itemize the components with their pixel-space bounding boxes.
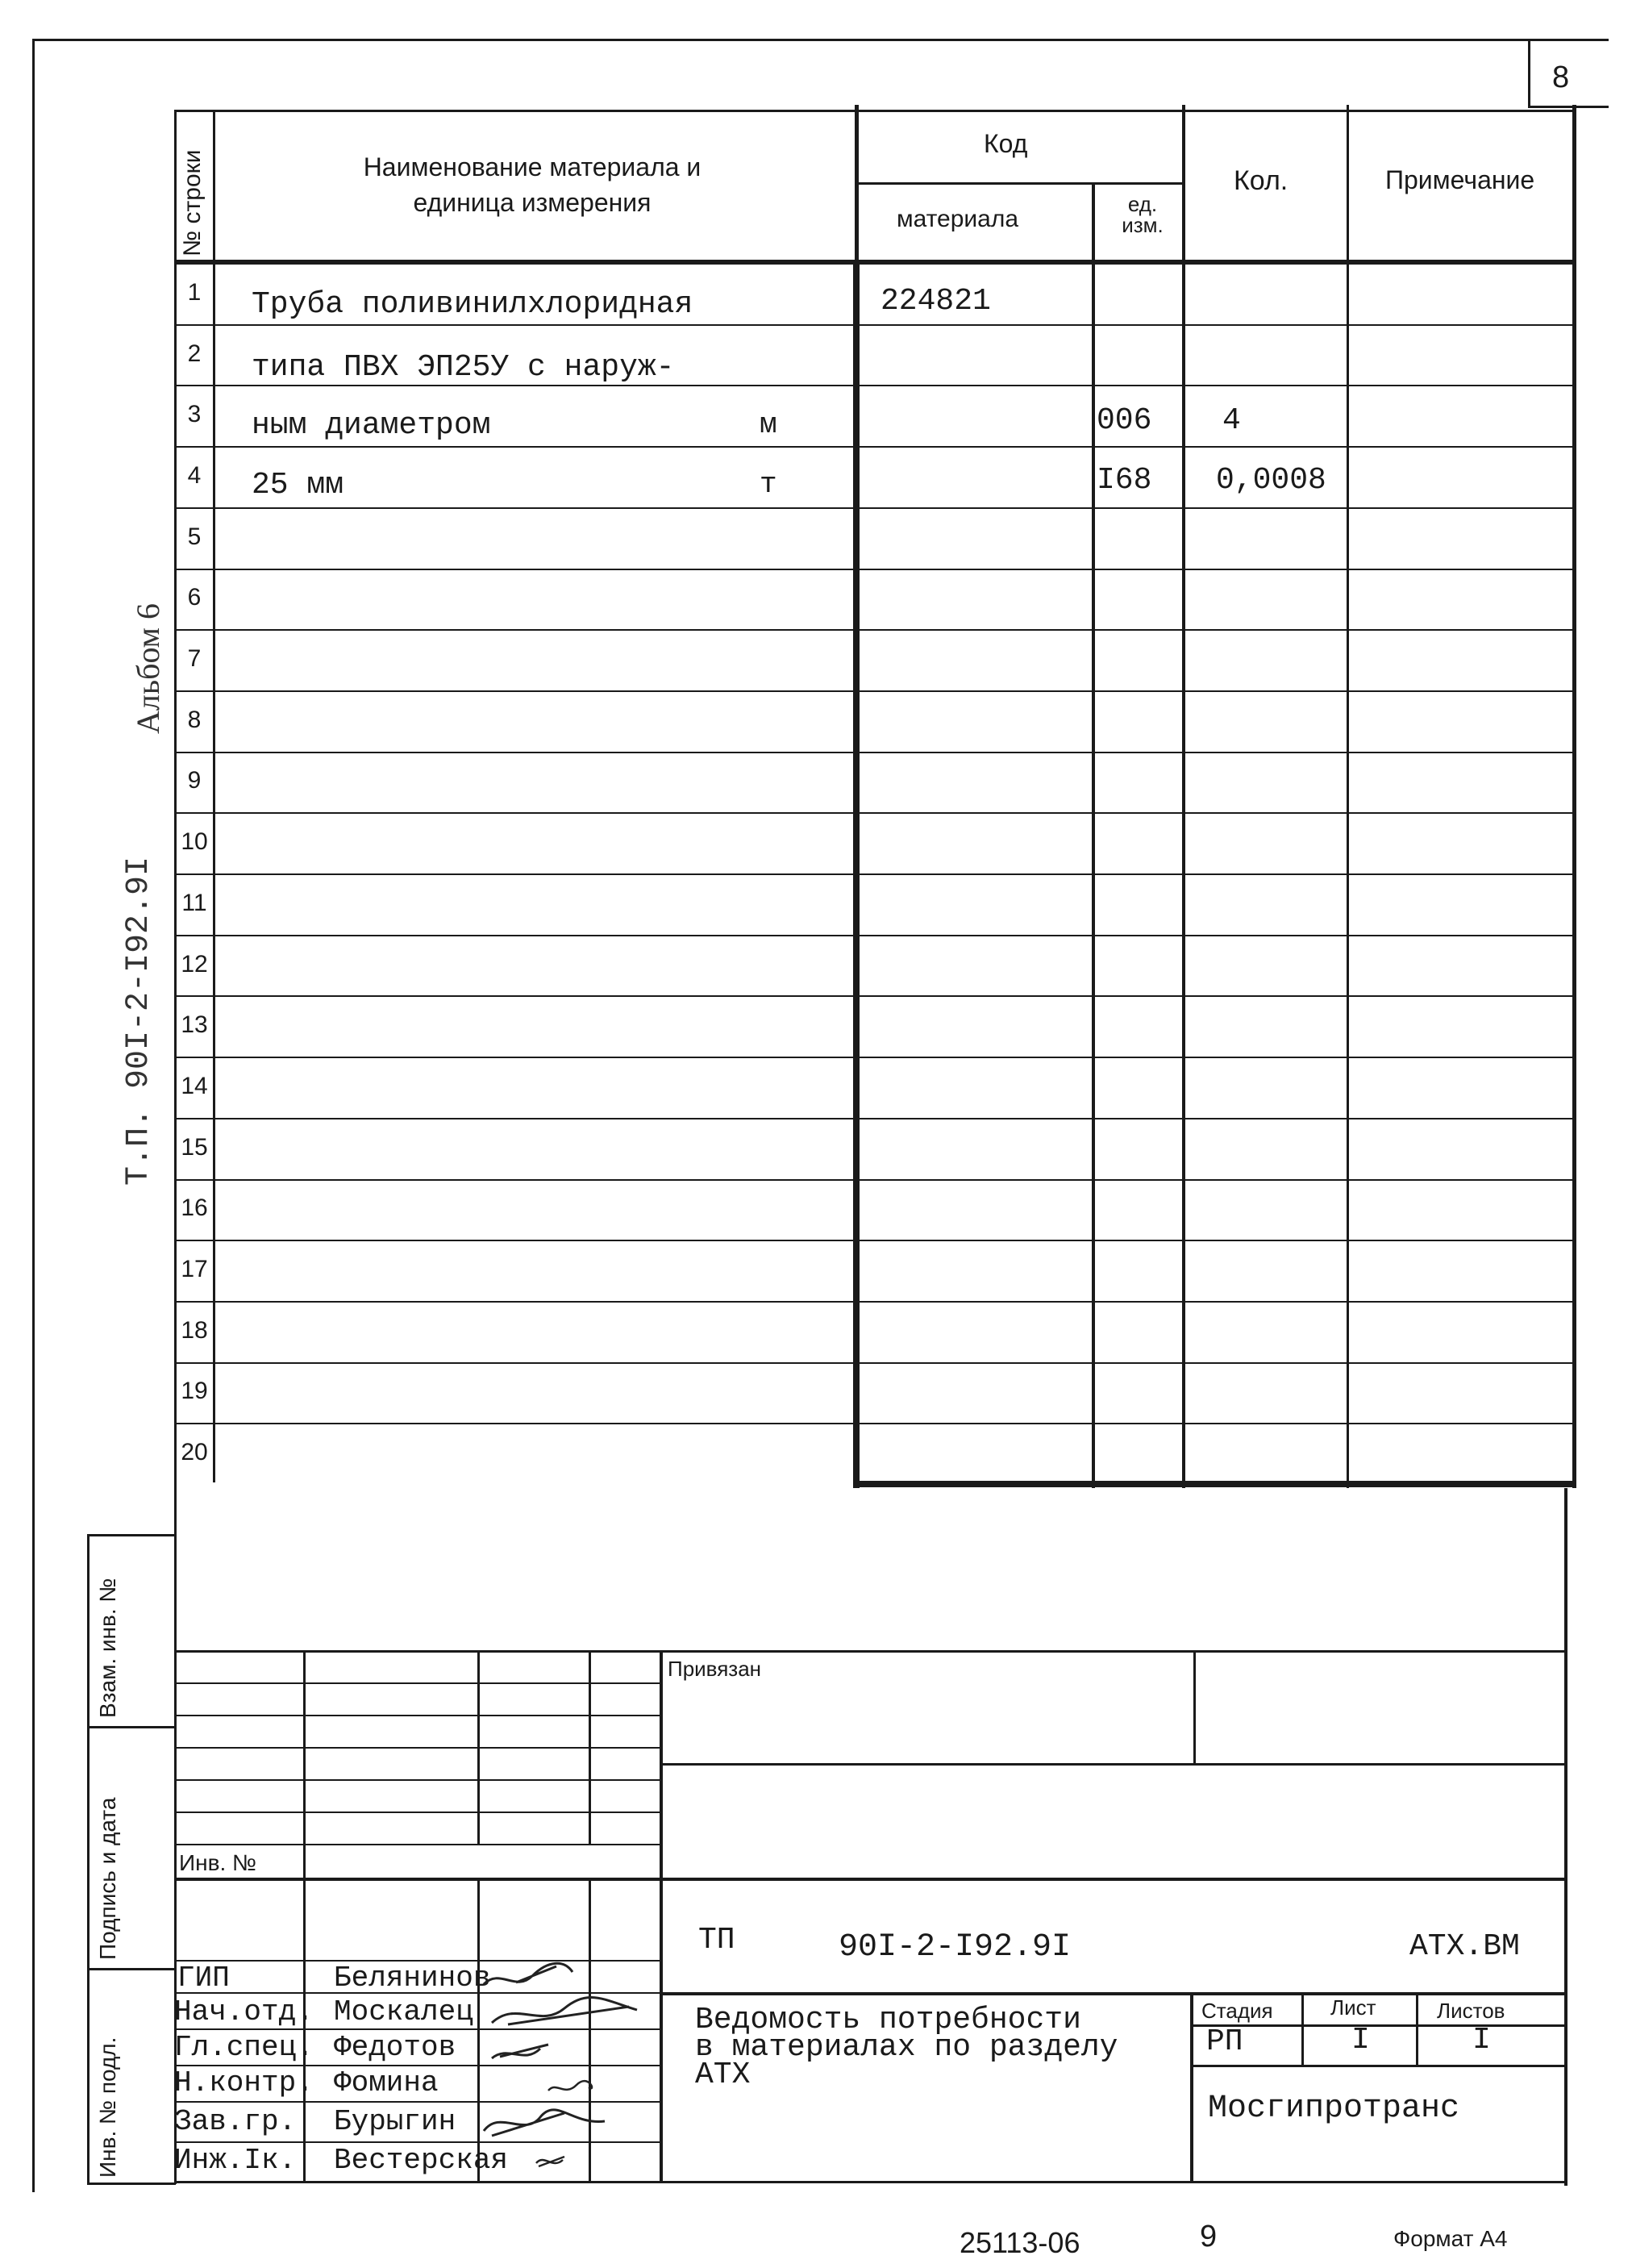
doc-code-bottom (661, 1992, 1566, 1995)
row-line (174, 507, 1575, 509)
stamp-grid-h5 (174, 1811, 661, 1813)
sig-role-gl-spec: Гл.спец. (174, 2031, 314, 2064)
row-number: 1 (187, 279, 202, 306)
margin-strip-left (87, 1534, 90, 2184)
page-number-box-bottom (1528, 106, 1609, 108)
header-code-material: материала (897, 206, 1019, 232)
col-qty-divider (1347, 105, 1349, 1488)
row-line (174, 873, 1575, 875)
sheet-value: I (1351, 2023, 1370, 2057)
margin-label-inv-podl: Инв. № подл. (95, 2037, 120, 2178)
sig-role-gip: ГИП (177, 1962, 230, 1995)
row-number: 19 (181, 1378, 208, 1404)
header-top (174, 110, 1575, 112)
row-line (174, 1057, 1575, 1058)
row-line (174, 446, 1575, 448)
row-line (174, 385, 1575, 386)
row-number: 2 (187, 340, 202, 367)
stage-label: Стадия (1201, 1999, 1273, 2023)
sig-role-nach-otd: Нач.отд. (174, 1995, 314, 2028)
stamp-grid-h2 (174, 1715, 661, 1716)
sig-role-n-kontr: Н.контр. (174, 2066, 314, 2099)
sig-name-nach-otd: Москалец (334, 1995, 473, 2028)
row3-unit-code: 006 (1097, 403, 1152, 438)
row-line (174, 569, 1575, 570)
row-number: 14 (181, 1073, 208, 1099)
row-number: 10 (181, 828, 208, 855)
code-subheader-line (855, 182, 1185, 185)
row-number: 11 (181, 890, 207, 916)
sig-name-n-kontr: Фомина (334, 2066, 439, 2099)
row-line (174, 629, 1575, 631)
privyazan-label: Привязан (668, 1657, 762, 1681)
row-number: 3 (187, 401, 202, 427)
row1-name: Труба поливинилхлоридная (252, 287, 693, 322)
frame-left (32, 39, 35, 2192)
signature-scribble-5 (484, 2110, 605, 2136)
row-number: 20 (181, 1439, 208, 1465)
col-no-divider (213, 111, 215, 1482)
stamp-upper-line (174, 1650, 1567, 1653)
sig-role-inzh: Инж.Iк. (174, 2144, 297, 2177)
col-unit-divider (1182, 105, 1185, 1488)
row-line (174, 812, 1575, 814)
inv-no-label: Инв. № (179, 1850, 257, 1875)
row-line (174, 690, 1575, 692)
row-number: 6 (187, 584, 202, 611)
row4-qty: 0,0008 (1216, 463, 1326, 498)
row-number: 5 (187, 523, 202, 550)
row-line (174, 1179, 1575, 1181)
frame-top (32, 39, 1609, 41)
row-number: 13 (181, 1011, 208, 1038)
row-number: 8 (187, 707, 202, 733)
col-material-divider (1092, 182, 1095, 1488)
row-number: 17 (181, 1256, 208, 1282)
title-stage-divider (1190, 1992, 1193, 2183)
doc-code-number: 90I-2-I92.9I (839, 1929, 1072, 1966)
row-line (174, 1362, 1575, 1364)
sheet-label: Лист (1330, 1995, 1376, 2020)
stage-col1 (1301, 1992, 1304, 2066)
page-mark: 9 (1200, 2220, 1218, 2253)
doc-code-prefix: ТП (698, 1923, 735, 1957)
stage-col2 (1416, 1992, 1418, 2066)
table-right-border (1572, 105, 1576, 1488)
stamp-bottom-line (174, 2181, 1567, 2183)
format-label: Формат А4 (1393, 2226, 1508, 2251)
margin-strip-bottom (87, 2183, 176, 2185)
stage-value: РП (1206, 2024, 1243, 2059)
row4-unit: т (760, 468, 777, 501)
header-code: Код (984, 129, 1028, 158)
row-number: 12 (181, 951, 208, 978)
header-note: Примечание (1385, 165, 1535, 194)
stamp-right-border (1564, 1488, 1567, 2186)
row1-material: 224821 (881, 284, 991, 319)
order-number: 25113-06 (960, 2226, 1080, 2259)
header-row-number: № строки (179, 149, 206, 256)
row-line (174, 1423, 1575, 1424)
row3-name: ным диаметром (252, 408, 491, 443)
row-number: 15 (181, 1134, 208, 1161)
row-line (174, 1118, 1575, 1119)
sheets-value: I (1472, 2023, 1491, 2057)
signature-scribble-2 (492, 1997, 637, 2024)
row-line (174, 995, 1575, 997)
organization: Мосгипротранс (1208, 2091, 1460, 2127)
page-number: 8 (1552, 60, 1570, 94)
margin-strip-div2 (87, 1968, 176, 1970)
signature-scribble-4 (548, 2081, 592, 2091)
row-number: 7 (187, 645, 202, 672)
header-qty: Кол. (1234, 165, 1289, 196)
signature-scribble-6 (536, 2157, 564, 2166)
row-line (174, 324, 1575, 326)
stamp-grid-h4 (174, 1779, 661, 1781)
code-block-bottom-thick (853, 1481, 1576, 1487)
header-code-unit: ед. изм. (1122, 192, 1164, 237)
stamp-grid-h7 (174, 1878, 1567, 1881)
row-number: 18 (181, 1317, 208, 1344)
handwritten-signatures (468, 1952, 661, 2186)
row-number: 9 (187, 767, 202, 794)
stamp-grid-h6 (174, 1844, 661, 1845)
header-bottom (174, 260, 1575, 265)
sig-name-gl-spec: Федотов (334, 2031, 456, 2064)
stamp-grid-h3 (174, 1747, 661, 1749)
signature-scribble-3 (492, 2045, 548, 2058)
row-number: 4 (187, 462, 202, 489)
side-label-designation: Т.П. 90I-2-I92.9I (121, 856, 157, 1186)
row-line (174, 1301, 1575, 1303)
sig-role-zav-gr: Зав.гр. (174, 2105, 297, 2138)
row-line (174, 1240, 1575, 1241)
row2-name: типа ПВХ ЭП25У с наруж- (252, 350, 675, 385)
row-line (174, 935, 1575, 936)
sheets-label: Листов (1437, 1999, 1505, 2023)
stage-header-bottom (1192, 2024, 1566, 2027)
margin-label-podpis-data: Подпись и дата (95, 1797, 120, 1960)
document-title: Ведомость потребности в материалах по разделу АТХ (695, 2003, 1118, 2092)
signature-scribble-1 (484, 1963, 572, 1984)
privyazan-bottom (661, 1763, 1566, 1766)
stage-value-bottom (1192, 2065, 1566, 2067)
header-name: Наименование материала и единица измерения (363, 152, 702, 217)
margin-label-vzam-inv: Взам. инв. № (95, 1578, 120, 1718)
row-number: 16 (181, 1194, 208, 1221)
row3-unit: м (760, 408, 777, 441)
row4-unit-code: I68 (1097, 463, 1152, 498)
row3-qty: 4 (1222, 403, 1241, 438)
row-line (174, 752, 1575, 753)
margin-strip-div1 (87, 1726, 176, 1728)
sig-name-gip: Белянинов (334, 1962, 491, 1995)
page-number-box-left (1528, 39, 1530, 107)
sig-name-zav-gr: Бурыгин (334, 2105, 456, 2138)
sig-name-inzh: Вестерская (334, 2144, 509, 2177)
privyazan-divider (1193, 1650, 1196, 1763)
stamp-grid-h1 (174, 1682, 661, 1684)
side-label-album: Альбом 6 (130, 603, 166, 734)
margin-strip-top (87, 1534, 176, 1536)
doc-code-suffix: АТХ.ВМ (1409, 1929, 1520, 1964)
row4-name: 25 мм (252, 468, 344, 502)
